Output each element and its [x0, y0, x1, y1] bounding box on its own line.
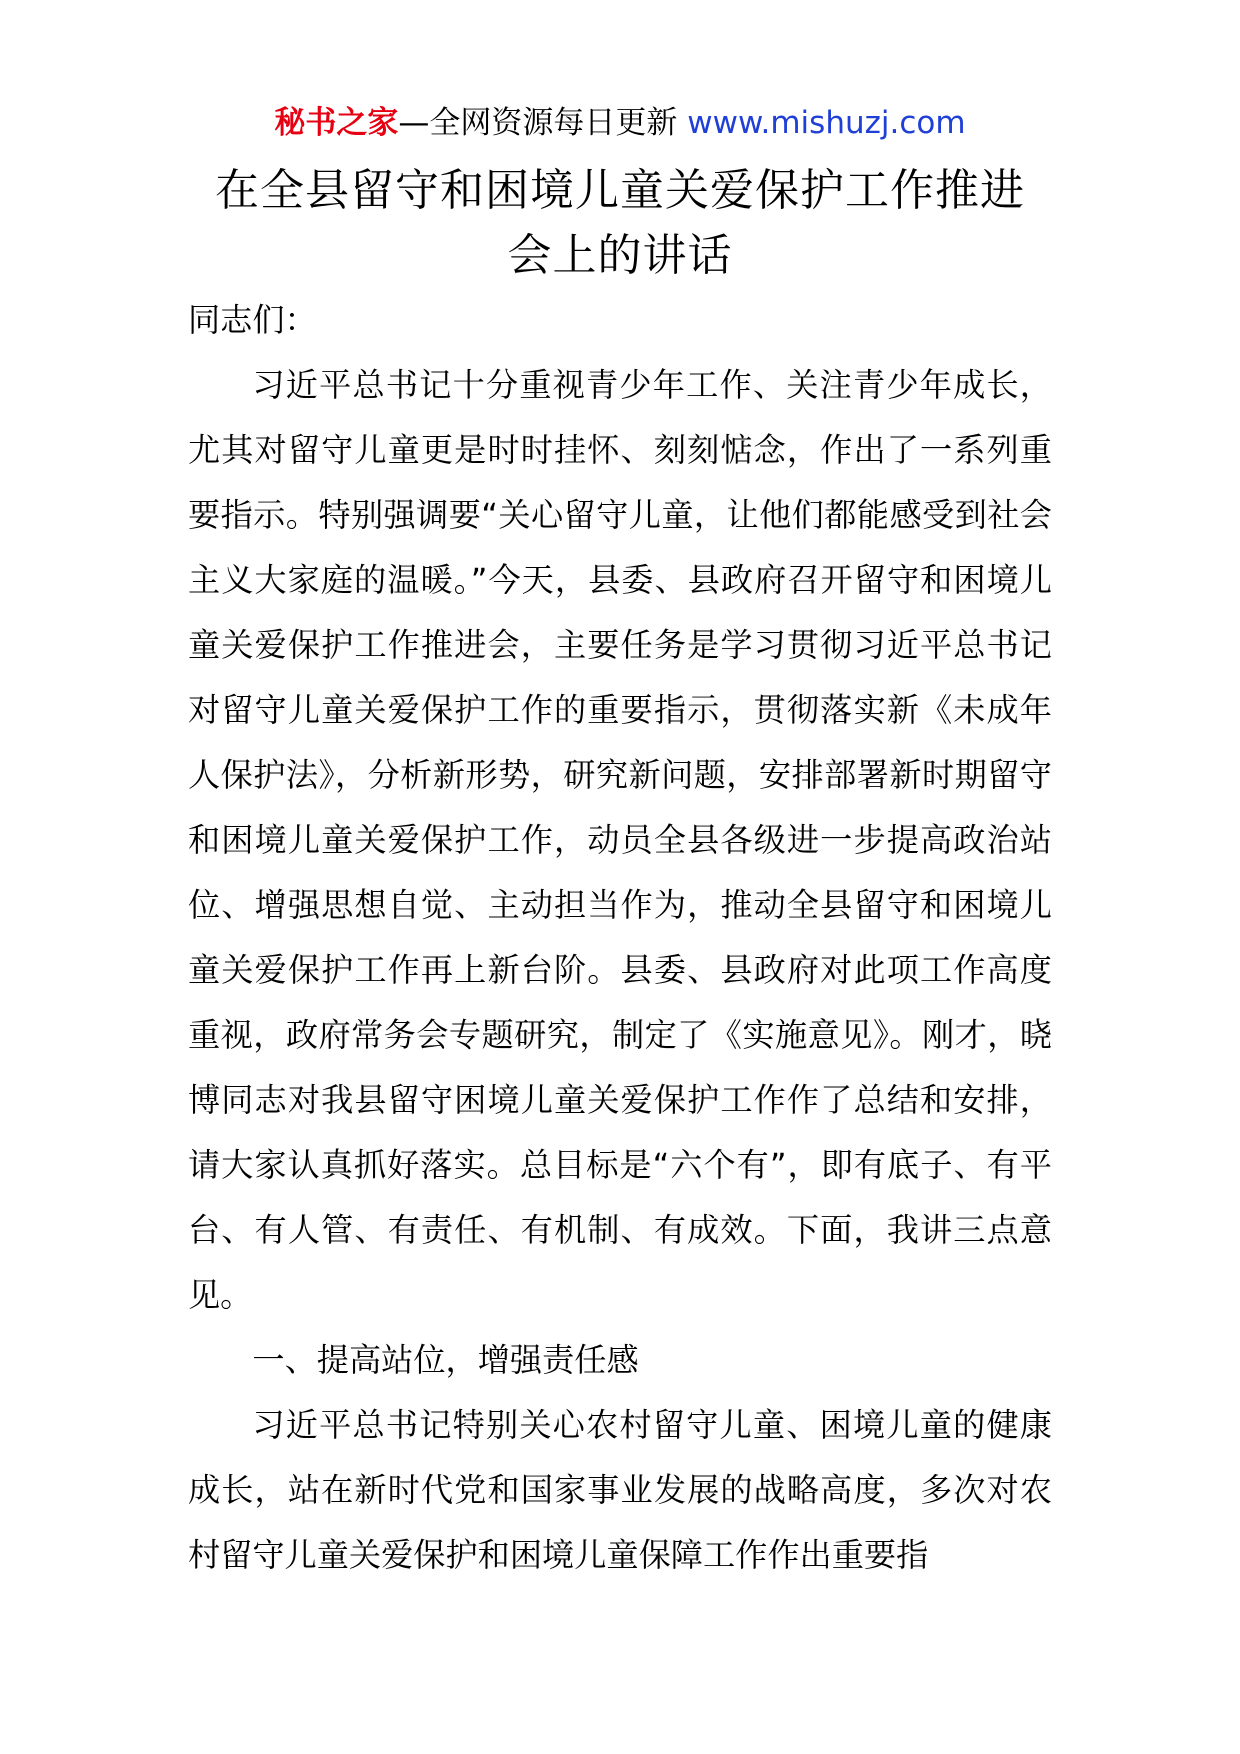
paragraph-1: 习近平总书记十分重视青少年工作、关注青少年成长，尤其对留守儿童更是时时挂怀、刻刻惦念，作出了一系列重要指示。特别强调要“关心留守儿童，让他们都能感受到社会主义大家庭的温暖。”今天，县委、县政府召开留守和困境儿童关爱保护工作推进会，主要任务是学习贯彻习近平总书记对留守儿童关爱保护工作的重要指示，贯彻落实新《未成年人保护法》，分析新形势，研究新问题，安排部署新时期留守和困境儿童关爱保护工作，动员全县各级进一步提高政治站位、增强思想自觉、主动担当作为，推动全县留守和困境儿童关爱保护工作再上新台阶。县委、县政府对此项工作高度重视，政府常务会专题研究，制定了《实施意见》。刚才，晓博同志对我县留守困境儿童关爱保护工作作了总结和安排，请大家认真抓好落实。总目标是“六个有”，即有底子、有平台、有人管、有责任、有机制、有成效。下面，我讲三点意见。: [188, 366, 1052, 1314]
header-tagline: —全网资源每日更新: [398, 105, 688, 141]
salutation: 同志们：: [188, 301, 317, 339]
site-header: [0, 98, 1240, 148]
paragraph-2: 习近平总书记特别关心农村留守儿童、困境儿童的健康成长，站在新时代党和国家事业发展的战略高度，多次对农村留守儿童关爱保护和困境儿童保障工作作出重要指: [188, 1406, 1052, 1574]
document-title: [150, 158, 1090, 288]
title-line-1: 在全县留守和困境儿童关爱保护工作推进: [215, 165, 1025, 216]
brand-name: 秘书之家: [274, 105, 399, 141]
section-heading-1: 一、提高站位，增强责任感: [252, 1341, 639, 1379]
title-line-2: 会上的讲话: [507, 230, 733, 281]
site-url-link[interactable]: www.mishuzj.com: [687, 105, 966, 141]
document-body: [188, 288, 1052, 1588]
